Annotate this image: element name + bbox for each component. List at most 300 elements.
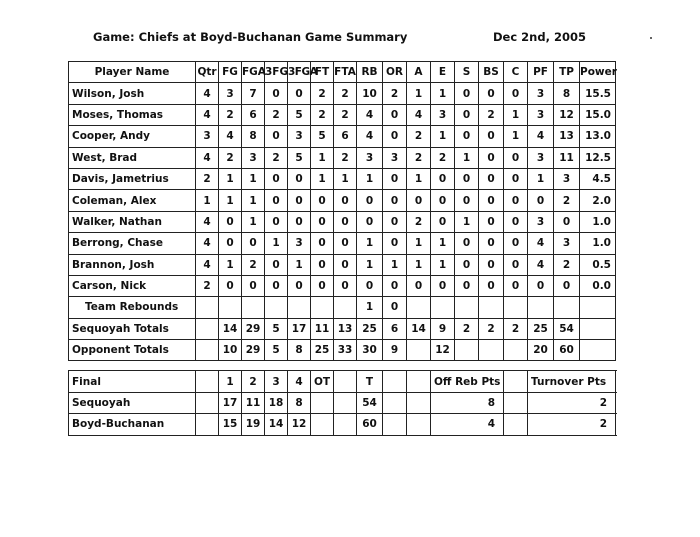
off-reb-pts: 8 <box>431 392 504 413</box>
player-name: Moses, Thomas <box>69 104 196 125</box>
player-name: Cooper, Andy <box>69 126 196 147</box>
column-header: A <box>407 62 431 83</box>
stat-cell: 0 <box>554 211 580 232</box>
stray-mark <box>650 37 652 39</box>
stat-cell: 0 <box>504 83 528 104</box>
stat-cell: 0 <box>504 275 528 296</box>
empty-cell <box>504 371 528 392</box>
empty-cell <box>504 392 528 413</box>
stat-cell: 1 <box>455 211 479 232</box>
stat-cell: 1 <box>383 254 407 275</box>
stat-cell: 0 <box>455 275 479 296</box>
stat-cell: 0 <box>357 190 383 211</box>
stat-cell: 0 <box>383 275 407 296</box>
stat-cell: 0 <box>479 211 504 232</box>
player-name: Coleman, Alex <box>69 190 196 211</box>
stat-cell: 2 <box>196 168 219 189</box>
quarter-score: 8 <box>288 392 311 413</box>
empty-cell <box>504 414 528 435</box>
stat-cell: 0 <box>334 190 357 211</box>
stat-cell: 4 <box>196 233 219 254</box>
stat-cell: 0 <box>242 233 265 254</box>
empty-cell <box>334 371 357 392</box>
stat-cell: 2 <box>334 83 357 104</box>
player-row <box>69 211 616 232</box>
stat-cell: 1 <box>407 168 431 189</box>
stat-cell: 0 <box>311 254 334 275</box>
stat-cell: 0 <box>504 147 528 168</box>
stat-cell: 1 <box>431 126 455 147</box>
team-name: Boyd-Buchanan <box>69 414 196 435</box>
game-title: Game: Chiefs at Boyd-Buchanan <box>93 30 302 44</box>
stat-cell: 1 <box>219 254 242 275</box>
column-header: FG <box>219 62 242 83</box>
stat-cell: 9 <box>431 318 455 339</box>
stat-cell: 2 <box>554 190 580 211</box>
empty-cell <box>554 297 580 318</box>
stat-cell: 5 <box>265 340 288 361</box>
column-header: FT <box>311 62 334 83</box>
empty-cell <box>196 414 219 435</box>
stat-cell: 0.5 <box>580 254 616 275</box>
stat-cell: 1 <box>431 83 455 104</box>
team-rebounds-row <box>69 297 616 318</box>
table-body <box>69 62 616 436</box>
stat-cell: 0 <box>383 211 407 232</box>
stat-cell: 8 <box>554 83 580 104</box>
column-header: FTA <box>334 62 357 83</box>
quarter-score: 12 <box>288 414 311 435</box>
empty-cell <box>334 392 357 413</box>
stat-cell: 0 <box>334 254 357 275</box>
total-score: 54 <box>357 392 383 413</box>
stat-cell: 17 <box>288 318 311 339</box>
stat-cell: 2 <box>479 104 504 125</box>
stat-cell: 0 <box>455 254 479 275</box>
stat-cell: 1 <box>455 147 479 168</box>
stat-cell: 0 <box>219 275 242 296</box>
stat-cell: 1 <box>357 254 383 275</box>
stat-cell: 4 <box>196 254 219 275</box>
stat-cell: 0 <box>455 126 479 147</box>
stat-cell: 3 <box>528 211 554 232</box>
stat-cell: 1 <box>242 190 265 211</box>
stat-cell: 3 <box>196 126 219 147</box>
stat-cell: 0 <box>265 190 288 211</box>
stat-cell: 2 <box>242 254 265 275</box>
stat-cell: 0 <box>334 275 357 296</box>
empty-cell <box>288 297 311 318</box>
stat-cell: 2 <box>407 211 431 232</box>
stat-cell: 3 <box>528 83 554 104</box>
empty-cell <box>407 297 431 318</box>
stat-cell: 0 <box>311 211 334 232</box>
stat-cell: 3 <box>219 83 242 104</box>
stat-cell: 1 <box>504 104 528 125</box>
stat-cell: 0 <box>334 233 357 254</box>
stat-cell <box>196 340 219 361</box>
stat-cell <box>504 340 528 361</box>
stat-cell: 3 <box>554 233 580 254</box>
player-row <box>69 275 616 296</box>
stat-cell: 4 <box>219 126 242 147</box>
stat-cell: 2 <box>219 147 242 168</box>
empty-cell <box>383 371 407 392</box>
empty-cell <box>265 297 288 318</box>
stat-cell: 0 <box>265 168 288 189</box>
empty-cell <box>196 371 219 392</box>
score-row <box>69 392 616 413</box>
stat-cell: 2 <box>311 104 334 125</box>
player-row <box>69 254 616 275</box>
quarter-score: 15 <box>219 414 242 435</box>
column-header: 3FG <box>265 62 288 83</box>
stat-cell: 4 <box>196 83 219 104</box>
stat-cell: 0 <box>383 190 407 211</box>
column-header: OR <box>383 62 407 83</box>
player-name: Brannon, Josh <box>69 254 196 275</box>
stat-cell: 1 <box>288 254 311 275</box>
stat-cell: 3 <box>528 147 554 168</box>
turnover-pts: 2 <box>528 392 616 413</box>
stat-cell: 8 <box>288 340 311 361</box>
empty-cell <box>334 297 357 318</box>
stat-cell: 20 <box>528 340 554 361</box>
stat-cell: 0 <box>357 275 383 296</box>
stat-cell: 8 <box>242 126 265 147</box>
stat-cell: 0 <box>242 275 265 296</box>
quarter-label: 1 <box>219 371 242 392</box>
empty-cell <box>407 392 431 413</box>
stat-cell: 29 <box>242 340 265 361</box>
stat-cell: 1 <box>407 254 431 275</box>
stat-cell: 0 <box>288 275 311 296</box>
stat-cell: 0 <box>554 275 580 296</box>
player-name: Davis, Jametrius <box>69 168 196 189</box>
stat-cell: 13 <box>554 126 580 147</box>
off-reb-pts-label: Off Reb Pts <box>431 371 504 392</box>
stat-cell: 15.5 <box>580 83 616 104</box>
column-header: FGA <box>242 62 265 83</box>
stat-cell: 2 <box>265 104 288 125</box>
stat-cell: 0 <box>504 233 528 254</box>
stat-cell: 0 <box>455 190 479 211</box>
stat-cell: 7 <box>242 83 265 104</box>
empty-cell <box>504 297 528 318</box>
stat-cell: 3 <box>528 104 554 125</box>
empty-cell <box>580 297 616 318</box>
stat-cell: 1 <box>311 147 334 168</box>
stat-cell: 1 <box>242 211 265 232</box>
empty-cell <box>407 371 431 392</box>
summary-title: Game Summary <box>305 30 408 44</box>
stat-cell: 11 <box>311 318 334 339</box>
stat-cell: 0 <box>479 147 504 168</box>
column-header: Power <box>580 62 616 83</box>
totals-label: Sequoyah Totals <box>69 318 196 339</box>
stat-cell: 2 <box>383 83 407 104</box>
stat-cell: 0 <box>219 233 242 254</box>
stat-cell: 1 <box>219 190 242 211</box>
stat-cell: 0 <box>431 168 455 189</box>
stat-cell <box>407 340 431 361</box>
stat-cell: 2 <box>407 126 431 147</box>
empty-cell <box>196 392 219 413</box>
stat-cell: 1 <box>196 190 219 211</box>
stat-cell: 2 <box>504 318 528 339</box>
column-header: C <box>504 62 528 83</box>
stat-cell: 2 <box>311 83 334 104</box>
game-date: Dec 2nd, 2005 <box>493 30 586 44</box>
stat-cell: 2 <box>479 318 504 339</box>
stat-cell: 4 <box>196 104 219 125</box>
stat-cell: 1 <box>407 233 431 254</box>
stat-cell: 0 <box>479 126 504 147</box>
stat-cell: 3 <box>357 147 383 168</box>
stat-cell: 14 <box>407 318 431 339</box>
stat-cell: 4 <box>196 211 219 232</box>
stat-cell: 2 <box>554 254 580 275</box>
stat-cell: 0 <box>219 211 242 232</box>
stat-cell: 1.0 <box>580 233 616 254</box>
stat-cell: 10 <box>357 83 383 104</box>
stat-cell: 6 <box>334 126 357 147</box>
sequoyah-totals-row <box>69 318 616 339</box>
stat-cell: 0 <box>288 168 311 189</box>
player-name: Wilson, Josh <box>69 83 196 104</box>
stat-cell: 10 <box>219 340 242 361</box>
spacer-row <box>69 361 616 371</box>
stat-cell: 25 <box>528 318 554 339</box>
opponent-totals-row <box>69 340 616 361</box>
empty-cell <box>455 297 479 318</box>
stat-cell: 54 <box>554 318 580 339</box>
empty-cell <box>196 297 219 318</box>
stat-cell: 0 <box>455 168 479 189</box>
empty-cell <box>528 297 554 318</box>
stat-cell: 4 <box>407 104 431 125</box>
stat-cell <box>455 340 479 361</box>
stat-cell: 0 <box>479 275 504 296</box>
stat-cell: 0 <box>311 190 334 211</box>
stat-cell: 3 <box>554 168 580 189</box>
stat-cell: 1 <box>407 83 431 104</box>
stat-cell: 0 <box>528 190 554 211</box>
empty-cell <box>311 297 334 318</box>
stat-cell: 3 <box>242 147 265 168</box>
stat-cell: 2 <box>334 147 357 168</box>
stat-cell: 0 <box>288 83 311 104</box>
stat-cell: 12 <box>431 340 455 361</box>
stat-cell: 4.5 <box>580 168 616 189</box>
stat-cell: 9 <box>383 340 407 361</box>
quarter-label: 2 <box>242 371 265 392</box>
off-reb-pts: 4 <box>431 414 504 435</box>
stat-cell: 0 <box>265 211 288 232</box>
column-header: Player Name <box>69 62 196 83</box>
player-name: Walker, Nathan <box>69 211 196 232</box>
player-name: Carson, Nick <box>69 275 196 296</box>
stat-cell: 25 <box>311 340 334 361</box>
empty-cell <box>383 392 407 413</box>
stat-cell: 2.0 <box>580 190 616 211</box>
stat-cell: 0 <box>431 275 455 296</box>
stat-cell: 4 <box>528 233 554 254</box>
stat-cell: 0 <box>504 190 528 211</box>
stat-cell: 0 <box>479 168 504 189</box>
stat-cell: 5 <box>311 126 334 147</box>
stat-cell: 0 <box>265 275 288 296</box>
empty-cell <box>242 297 265 318</box>
empty-cell <box>383 414 407 435</box>
player-row <box>69 168 616 189</box>
stat-cell: 4 <box>528 126 554 147</box>
final-label: Final <box>69 371 196 392</box>
stat-cell: 0 <box>431 190 455 211</box>
team-rebounds-rb: 1 <box>357 297 383 318</box>
stat-cell: 1 <box>431 233 455 254</box>
stat-cell: 5 <box>288 147 311 168</box>
score-row <box>69 414 616 435</box>
stat-cell: 0 <box>265 126 288 147</box>
quarter-score: 11 <box>242 392 265 413</box>
stat-cell <box>580 340 616 361</box>
turnover-pts-label: Turnover Pts <box>528 371 616 392</box>
column-header: 3FGA <box>288 62 311 83</box>
stat-cell: 1 <box>242 168 265 189</box>
stat-cell: 0 <box>504 254 528 275</box>
total-label: T <box>357 371 383 392</box>
stat-cell: 0 <box>311 275 334 296</box>
stat-cell: 0 <box>528 275 554 296</box>
stat-cell: 0 <box>479 190 504 211</box>
game-summary-table <box>68 61 616 436</box>
empty-cell <box>407 414 431 435</box>
stat-cell: 33 <box>334 340 357 361</box>
quarter-score: 19 <box>242 414 265 435</box>
turnover-pts: 2 <box>528 414 616 435</box>
empty-cell <box>431 297 455 318</box>
player-name: West, Brad <box>69 147 196 168</box>
stat-cell: 13.0 <box>580 126 616 147</box>
stat-cell: 60 <box>554 340 580 361</box>
stat-cell: 0 <box>288 190 311 211</box>
stat-cell: 3 <box>288 233 311 254</box>
stat-cell: 2 <box>334 104 357 125</box>
team-rebounds-or: 0 <box>383 297 407 318</box>
stat-cell: 0 <box>265 83 288 104</box>
stat-cell: 0 <box>431 211 455 232</box>
stat-cell: 1 <box>334 168 357 189</box>
column-header: S <box>455 62 479 83</box>
stat-cell: 1 <box>431 254 455 275</box>
stat-cell: 4 <box>196 147 219 168</box>
stat-cell: 0 <box>479 83 504 104</box>
stat-cell: 0 <box>504 211 528 232</box>
stat-cell: 0 <box>383 126 407 147</box>
stat-cell: 0 <box>311 233 334 254</box>
stat-cell: 2 <box>196 275 219 296</box>
stat-cell: 0 <box>455 83 479 104</box>
empty-cell <box>334 414 357 435</box>
quarter-score: 18 <box>265 392 288 413</box>
stat-cell: 3 <box>288 126 311 147</box>
stat-cell: 13 <box>334 318 357 339</box>
stat-cell: 6 <box>242 104 265 125</box>
player-row <box>69 190 616 211</box>
stat-cell: 0 <box>479 233 504 254</box>
stat-cell <box>580 318 616 339</box>
stat-cell: 4 <box>357 126 383 147</box>
stat-cell: 0 <box>383 168 407 189</box>
stat-cell: 30 <box>357 340 383 361</box>
player-row <box>69 126 616 147</box>
column-header: TP <box>554 62 580 83</box>
stat-cell <box>196 318 219 339</box>
stat-cell: 2 <box>265 147 288 168</box>
stat-cell: 12 <box>554 104 580 125</box>
overtime-label: OT <box>311 371 334 392</box>
stat-cell: 25 <box>357 318 383 339</box>
column-header: E <box>431 62 455 83</box>
player-row <box>69 83 616 104</box>
stat-cell: 5 <box>288 104 311 125</box>
stat-cell <box>479 340 504 361</box>
totals-label: Opponent Totals <box>69 340 196 361</box>
stat-cell: 0 <box>407 190 431 211</box>
quarter-label: 3 <box>265 371 288 392</box>
stat-cell: 4 <box>528 254 554 275</box>
quarter-label: 4 <box>288 371 311 392</box>
empty-cell <box>479 297 504 318</box>
stat-cell: 1 <box>311 168 334 189</box>
stat-cell: 2 <box>431 147 455 168</box>
stat-cell: 1.0 <box>580 211 616 232</box>
column-header: BS <box>479 62 504 83</box>
stat-cell: 0 <box>407 275 431 296</box>
spacer <box>69 361 616 371</box>
total-score: 60 <box>357 414 383 435</box>
stat-cell: 6 <box>383 318 407 339</box>
stat-cell: 0.0 <box>580 275 616 296</box>
stat-cell: 1 <box>528 168 554 189</box>
player-row <box>69 104 616 125</box>
column-header: RB <box>357 62 383 83</box>
stat-cell: 1 <box>357 168 383 189</box>
player-row <box>69 147 616 168</box>
stat-cell: 0 <box>479 254 504 275</box>
stat-cell: 1 <box>504 126 528 147</box>
stat-cell: 0 <box>383 104 407 125</box>
stat-cell: 2 <box>455 318 479 339</box>
stat-cell: 0 <box>334 211 357 232</box>
stat-cell: 14 <box>219 318 242 339</box>
overtime-score <box>311 392 334 413</box>
quarter-score: 14 <box>265 414 288 435</box>
team-rebounds-label: Team Rebounds <box>69 297 196 318</box>
stat-cell: 1 <box>357 233 383 254</box>
stat-cell: 0 <box>288 211 311 232</box>
stat-cell: 1 <box>265 233 288 254</box>
stat-cell: 4 <box>357 104 383 125</box>
player-name: Berrong, Chase <box>69 233 196 254</box>
column-header: PF <box>528 62 554 83</box>
stat-cell: 2 <box>219 104 242 125</box>
empty-cell <box>219 297 242 318</box>
stat-cell: 29 <box>242 318 265 339</box>
stat-cell: 15.0 <box>580 104 616 125</box>
stat-cell: 0 <box>504 168 528 189</box>
